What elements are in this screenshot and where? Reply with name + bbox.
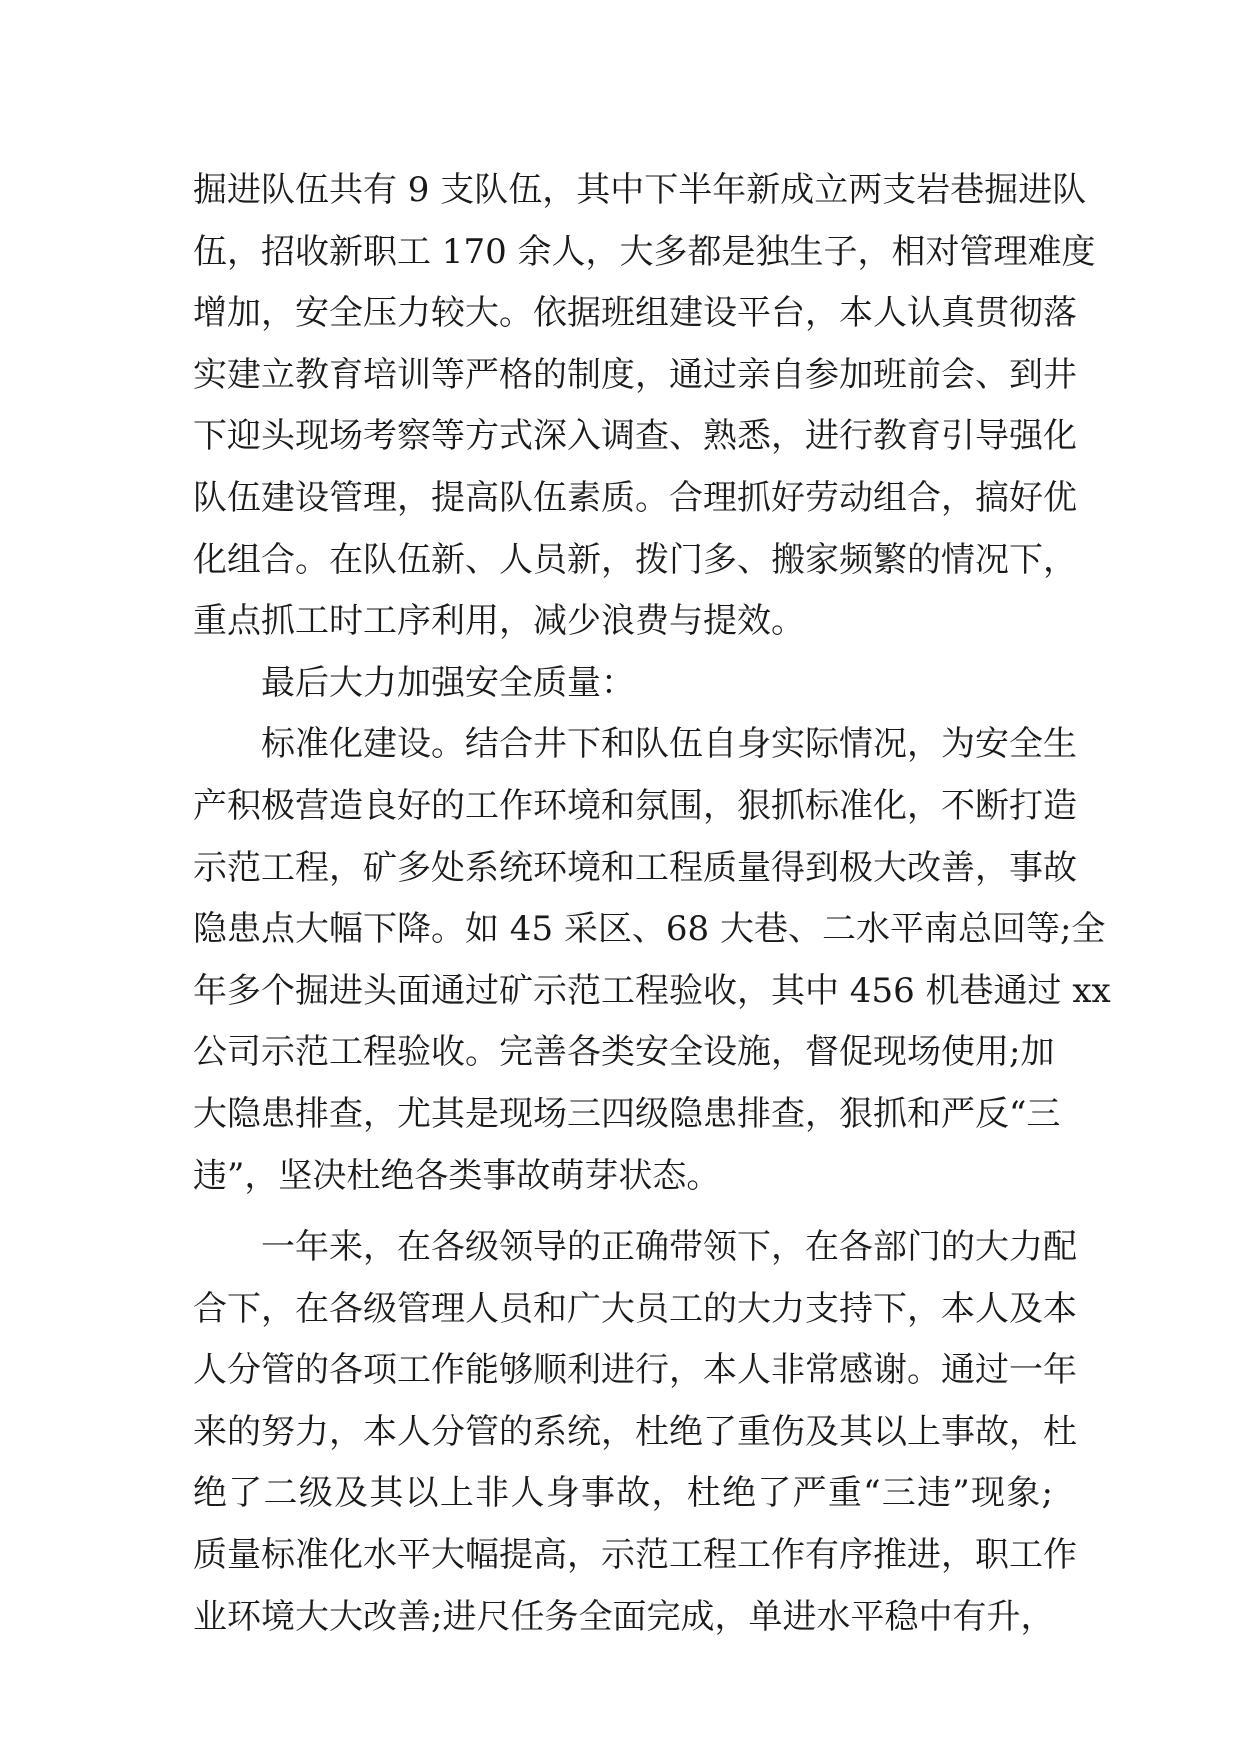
paragraph-gap bbox=[193, 1207, 1053, 1217]
text-line: 掘进队伍共有 9 支队伍，其中下半年新成立两支岩巷掘进队 bbox=[193, 170, 1087, 210]
text-line: 下迎头现场考察等方式深入调查、熟悉，进行教育引导强化 bbox=[193, 416, 1077, 457]
text-line: 大隐患排查，尤其是现场三四级隐患排查，狠抓和严反“三 bbox=[193, 1093, 1061, 1134]
text-line: 伍，招收新职工 170 余人，大多都是独生子，相对管理难度 bbox=[193, 231, 1096, 272]
text-line: 人分管的各项工作能够顺利进行，本人非常感谢。通过一年 bbox=[193, 1350, 1077, 1391]
text-line: 隐患点大幅下降。如 45 采区、68 大巷、二水平南总回等;全 bbox=[193, 909, 1106, 950]
text-line: 公司示范工程验收。完善各类安全设施，督促现场使用;加 bbox=[193, 1032, 1055, 1073]
document-body bbox=[193, 160, 1111, 1648]
text-line: 绝了二级及其以上非人身事故，杜绝了严重“三违”现象; bbox=[193, 1473, 1053, 1514]
text-line: 增加，安全压力较大。依据班组建设平台，本人认真贯彻落 bbox=[193, 293, 1077, 334]
text-line: 年多个掘进头面通过矿示范工程验收，其中 456 机巷通过 xx bbox=[193, 970, 1111, 1011]
text-line: 实建立教育培训等严格的制度，通过亲自参加班前会、到井 bbox=[193, 354, 1077, 395]
paragraph-year-summary bbox=[193, 1217, 1077, 1648]
paragraph-team-management bbox=[193, 160, 1096, 653]
text-line: 一年来，在各级领导的正确带领下，在各部门的大力配 bbox=[261, 1227, 1077, 1268]
text-line: 示范工程，矿多处系统环境和工程质量得到极大改善，事故 bbox=[193, 847, 1077, 888]
text-line: 队伍建设管理，提高队伍素质。合理抓好劳动组合，搞好优 bbox=[193, 477, 1077, 518]
text-line: 合下，在各级管理人员和广大员工的大力支持下，本人及本 bbox=[193, 1288, 1077, 1329]
text-line: 业环境大大改善;进尺任务全面完成，单进水平稳中有升， bbox=[193, 1596, 1055, 1637]
paragraph-safety-heading bbox=[193, 653, 1053, 715]
text-line: 标准化建设。结合井下和队伍自身实际情况，为安全生 bbox=[261, 724, 1077, 765]
text-line: 化组合。在队伍新、人员新，拨门多、搬家频繁的情况下， bbox=[193, 539, 1077, 580]
text-line: 产积极营造良好的工作环境和氛围，狠抓标准化，不断打造 bbox=[193, 785, 1077, 826]
paragraph-standardization bbox=[193, 714, 1111, 1207]
text-line: 重点抓工时工序利用，减少浪费与提效。 bbox=[193, 601, 805, 642]
text-line: 质量标准化水平大幅提高，示范工程工作有序推进，职工作 bbox=[193, 1535, 1077, 1576]
text-line: 违”，坚决杜绝各类事故萌芽状态。 bbox=[193, 1155, 721, 1196]
text-line: 最后大力加强安全质量： bbox=[261, 662, 635, 703]
text-line: 来的努力，本人分管的系统，杜绝了重伤及其以上事故，杜 bbox=[193, 1411, 1077, 1452]
